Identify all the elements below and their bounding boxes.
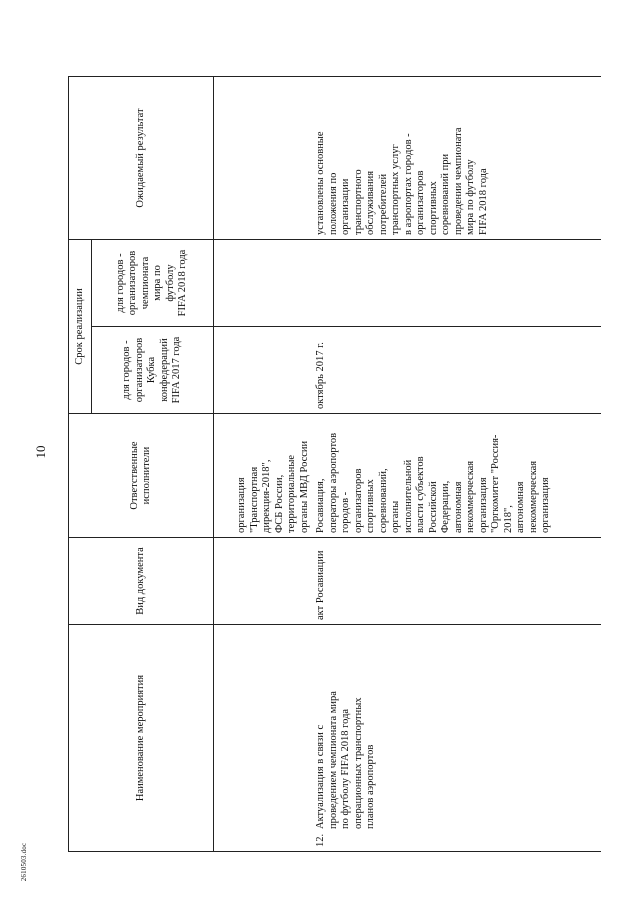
header-line: организаторов: [133, 337, 145, 403]
cell-line: организаторов: [352, 468, 364, 533]
cell-event: [214, 625, 314, 852]
cell-line: потребителей: [377, 173, 389, 235]
cell-deadline-wc: [214, 239, 314, 326]
header-line: футболу: [164, 264, 176, 302]
footer-doc-code: 2610503.doc: [20, 842, 28, 882]
cell-deadline-confed: [214, 327, 314, 414]
event-text: [315, 639, 378, 829]
cell-line: мира по футболу: [465, 159, 476, 235]
cell-line: FIFA 2018 года: [477, 168, 489, 235]
cell-line: территориальные: [286, 454, 297, 533]
cell-line: органы: [390, 500, 401, 533]
cell-line: планов аэропортов: [365, 744, 376, 829]
cell-line: транспортных услуг: [390, 144, 401, 235]
header-line: чемпионата: [139, 256, 151, 310]
cell-line: установлены основные: [315, 131, 326, 235]
header-executors: [69, 414, 214, 538]
cell-line: автономная: [515, 481, 526, 533]
cell-line: некоммерческая: [527, 460, 539, 533]
cell-doc-type: [214, 538, 314, 625]
cell-line: дирекция-2018",: [261, 459, 272, 533]
cell-line: транспортного: [352, 169, 364, 235]
cell-line: операторы аэропортов: [327, 432, 339, 533]
cell-line: Росавиация,: [315, 478, 326, 533]
table-row-12: [313, 76, 601, 851]
cell-line: проведении чемпионата: [452, 127, 464, 235]
cell-line: обслуживания: [365, 170, 376, 235]
cell-line: городов -: [340, 491, 351, 533]
header-deadline-wc: [91, 239, 213, 326]
header-doc-type: Вид документа: [69, 538, 214, 625]
cell-line: в аэропортах городов -: [402, 133, 414, 235]
cell-line: Российской: [427, 481, 439, 533]
header-line: для городов -: [121, 340, 133, 400]
cell-line: спортивных: [365, 479, 376, 533]
header-line: Кубка: [146, 356, 158, 384]
cell-line: соревнований,: [377, 468, 389, 533]
cell-result: [313, 76, 601, 239]
cell-deadline-confed: октябрь 2017 г.: [313, 327, 601, 414]
cell-line: организации: [340, 178, 351, 235]
cell-executors: [313, 414, 601, 538]
header-executors-line: исполнители: [141, 446, 152, 505]
cell-line: автономная: [452, 481, 464, 533]
header-result: Ожидаемый результат: [69, 76, 214, 239]
header-line: для городов -: [114, 253, 126, 313]
header-line: организаторов: [127, 250, 139, 316]
cell-line: "Оргкомитет "Россия-: [490, 434, 501, 533]
header-line: FIFA 2018 года: [177, 249, 189, 317]
cell-line: организация: [477, 477, 489, 533]
cell-line: организаторов: [415, 170, 426, 235]
rotated-table-wrapper: [68, 77, 593, 852]
cell-line: операционных транспортных: [352, 697, 364, 829]
cell-line: организация: [236, 477, 247, 533]
cell-event: [313, 625, 601, 852]
cell-line: исполнительной: [402, 459, 414, 533]
header-deadline: Срок реализации: [69, 239, 92, 413]
header-line: FIFA 2017 года: [171, 336, 183, 404]
cell-line: власти субъектов: [415, 456, 426, 533]
header-event-name: Наименование мероприятия: [69, 625, 214, 852]
row-number: 12.: [315, 833, 326, 847]
cell-line: положения по: [327, 172, 339, 235]
cell-doc-type: акт Росавиации: [313, 538, 601, 625]
header-line: мира по: [152, 265, 164, 301]
cell-line: "Транспортная: [248, 466, 260, 533]
page-number: 10: [33, 445, 48, 459]
cell-line: спортивных: [427, 181, 439, 235]
cell-line: Актуализация в связи с: [315, 724, 326, 829]
cell-line: некоммерческая: [465, 460, 476, 533]
cell-line: по футболу FIFA 2018 года: [340, 708, 351, 829]
cell-line: 2018",: [502, 505, 514, 533]
header-line: конфедераций: [158, 338, 170, 402]
table-row-continuation: [214, 76, 314, 851]
cell-line: ФСБ России,: [273, 474, 285, 533]
cell-line: организация: [540, 477, 551, 533]
header-executors-line: Ответственные: [128, 441, 140, 510]
cell-executors: [214, 414, 314, 538]
cell-result: [214, 76, 314, 239]
cell-line: Федерации,: [440, 480, 451, 533]
cell-line: органы МВД России: [298, 440, 310, 533]
cell-line: проведением чемпионата мира: [327, 691, 339, 829]
cell-line: соревнований при: [440, 153, 451, 235]
events-table: [68, 76, 601, 852]
header-deadline-confed: [91, 327, 213, 414]
cell-deadline-wc: [313, 239, 601, 326]
